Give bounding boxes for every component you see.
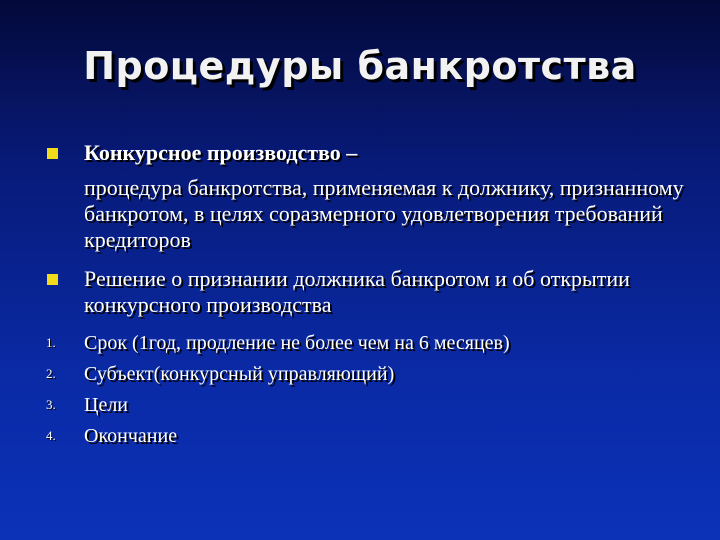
numbered-text: Цели (84, 394, 129, 416)
list-number: 3. (46, 397, 56, 412)
slide-content (46, 140, 686, 455)
bullet-item-1 (46, 140, 686, 253)
square-bullet-icon (47, 148, 58, 159)
bullet-definition: процедура банкротства, применяемая к должнику, признанному банкротом, в целях соразмерного удовлетворения требований кредиторов (84, 175, 684, 252)
numbered-item-2 (46, 362, 686, 393)
numbered-item-1 (46, 331, 686, 362)
numbered-item-3 (46, 393, 686, 424)
bullet-heading: Конкурсное производство – (84, 140, 358, 165)
slide-title: Процедуры банкротства (83, 44, 637, 88)
list-number: 4. (46, 428, 56, 443)
numbered-item-4 (46, 424, 686, 455)
bullet-text: Решение о признании должника банкротом и об открытии конкурсного производства (84, 266, 630, 317)
numbered-text: Срок (1год, продление не более чем на 6 месяцев) (84, 332, 510, 354)
square-bullet-icon (47, 274, 58, 285)
list-number: 1. (46, 335, 56, 350)
numbered-text: Субъект(конкурсный управляющий) (84, 363, 395, 385)
numbered-text: Окончание (84, 425, 178, 447)
bullet-item-2 (46, 266, 686, 318)
list-number: 2. (46, 366, 56, 381)
